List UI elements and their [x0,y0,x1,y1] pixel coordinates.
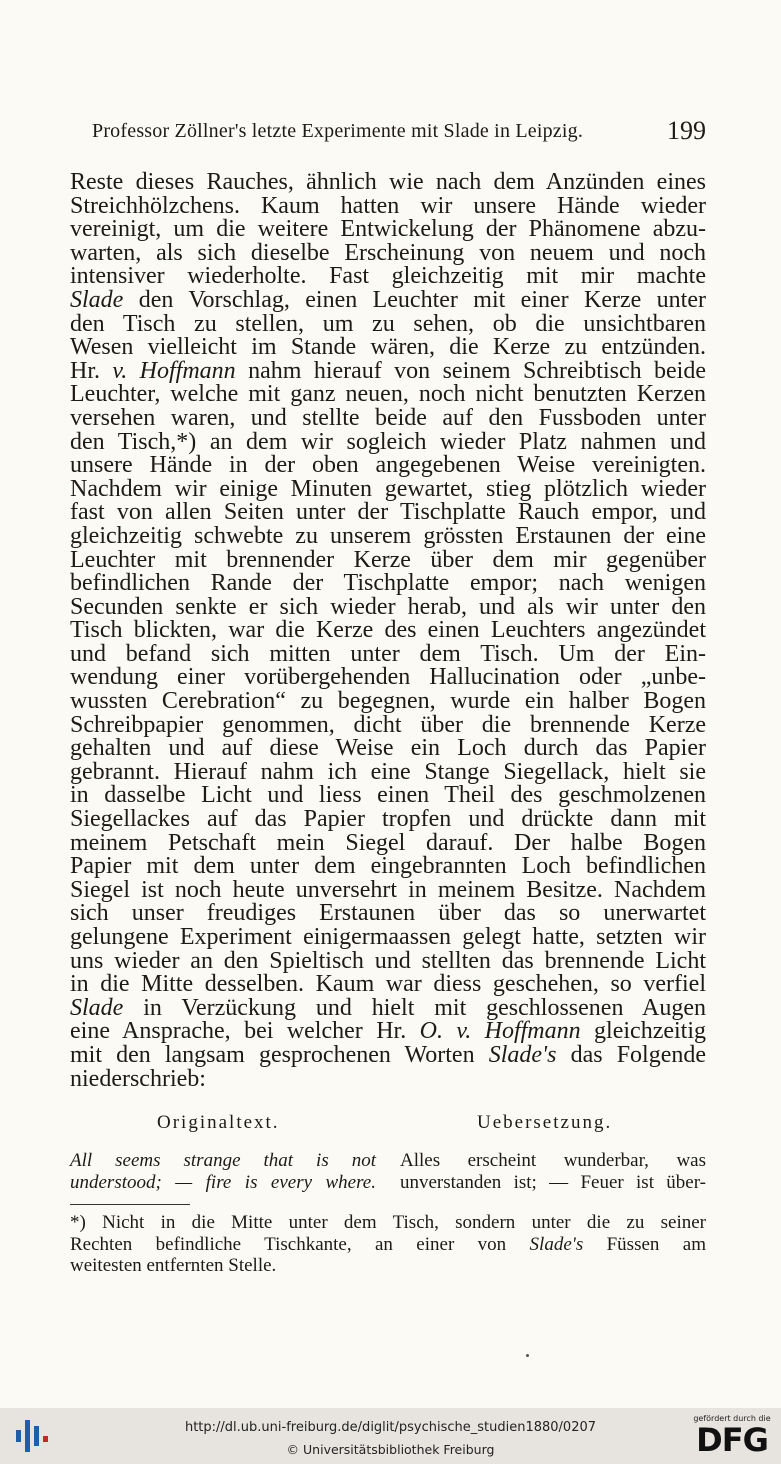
text-line: gelungene Experiment einigermaassen gelegt hatte, setzten wir [70,924,706,950]
original-text-column [70,1150,376,1194]
text-line: uns wieder an den Spieltisch und stellten das brennende Licht [70,947,706,974]
footnote-rule [70,1204,190,1205]
text-line: eine Ansprache, bei welcher Hr. O. v. Hoffmann gleichzeitig [70,1018,707,1045]
text-line: Alles erscheint wunderbar, was [400,1150,706,1171]
text-line: gehalten und auf diese Weise ein Loch durch das Papier [70,735,706,762]
text-line: Reste dieses Rauches, ähnlich wie nach dem Anzünden eines [70,169,706,195]
dfg-logo-text: DFG [696,1421,768,1459]
page-number: 199 [667,116,706,145]
text-line: Streichhölzchens. Kaum hatten wir unsere Hände wieder [70,192,706,219]
dfg-funding-label: gefördert durch die [693,1414,771,1423]
text-line: *) Nicht in die Mitte unter dem Tisch, sondern unter die zu seiner [70,1212,706,1233]
text-line: in die Mitte desselben. Kaum war diess geschehen, so verfiel [70,971,706,998]
footnote [70,1212,706,1277]
text-line: unverstanden ist; — Feuer ist über- [400,1172,706,1193]
text-line: Slade den Vorschlag, einen Leuchter mit einer Kerze unter [70,286,706,313]
text-line: fast von allen Seiten unter der Tischplatte Rauch empor, und [70,499,706,526]
dfg-logo [690,1414,774,1460]
copyright-notice: © Universitätsbibliothek Freiburg [286,1442,495,1457]
text-line: wendung einer vorübergehenden Hallucination oder „unbe- [70,664,706,691]
text-line: Hr. v. Hoffmann nahm hierauf von seinem Schreibtisch beide [70,357,706,384]
text-line: weitesten entfernten Stelle. [70,1255,277,1276]
text-line: in dasselbe Licht und liess einen Theil des geschmolzenen [70,782,706,809]
text-line: Siegel ist noch heute unversehrt in meinem Besitze. Nachdem [70,876,706,903]
text-line: Rechten befindliche Tischkante, an einer von Slade's Füssen am [70,1233,706,1255]
text-line: Siegellackes auf das Papier tropfen und drückte dann mit [70,806,706,833]
body-text [70,171,706,1091]
text-line: den Tisch,*) an dem wir sogleich wieder Platz nahmen und [70,428,706,455]
text-line: niederschrieb: [70,1065,206,1092]
text-line: understood; — fire is every where. [70,1172,376,1193]
translation-heading: Uebersetzung. [477,1112,613,1133]
text-line: wussten Cerebration“ zu begegnen, wurde ein halber Bogen [70,688,706,715]
text-line: Leuchter, welche mit ganz neuen, noch nicht benutzten Kerzen [70,381,706,408]
text-line: intensiver wiederholte. Fast gleichzeitig mit mir machte [70,263,706,290]
text-line: Papier mit dem unter dem eingebrannten Loch befindlichen [70,853,706,880]
text-line: vereinigt, um die weitere Entwickelung der Phänomene abzu- [70,216,706,243]
text-line: Slade in Verzückung und hielt mit geschlossenen Augen [70,994,706,1021]
text-line: mit den langsam gesprochenen Worten Slade's das Folgende [70,1041,707,1068]
running-header [92,118,706,148]
text-line: versehen waren, und stellte beide auf den Fussboden unter [70,404,706,431]
scan-speck [526,1354,529,1357]
text-line: Nachdem wir einige Minuten gewartet, stieg plötzlich wieder [70,475,706,502]
text-line: Wesen vielleicht im Stande wären, die Kerze zu entzünden. [70,334,706,361]
original-text-heading: Originaltext. [157,1112,280,1133]
text-line: den Tisch zu stellen, um zu sehen, ob die unsichtbaren [70,310,706,337]
text-line: Tisch blickten, war die Kerze des einen Leuchters angezündet [70,617,706,644]
text-line: meinem Petschaft mein Siegel darauf. Der halbe Bogen [70,829,706,856]
text-line: gleichzeitig schwebte zu unserem grössten Erstaunen der eine [70,522,706,549]
text-line: Leuchter mit brennender Kerze über dem mir gegenüber [70,546,706,573]
page-url-link[interactable]: http://dl.ub.uni-freiburg.de/diglit/psychische_studien1880/0207 [184,1420,597,1435]
header-title: Professor Zöllner's letzte Experimente mit Slade in Leipzig. [92,120,584,142]
text-line: unsere Hände in der oben angegebenen Weise vereinigten. [70,452,706,479]
text-line: befindlichen Rande der Tischplatte empor; nach wenigen [70,570,706,597]
translation-column [400,1150,706,1194]
text-line: Secunden senkte er sich wieder herab, und als wir unter den [70,593,706,620]
text-line: und befand sich mitten unter dem Tisch. Um der Ein- [70,640,706,667]
text-line: sich unser freudiges Erstaunen über das so unerwartet [70,900,706,927]
text-line: Schreibpapier genommen, dicht über die brennende Kerze [70,711,706,738]
text-line: warten, als sich dieselbe Erscheinung von neuem und noch [70,239,706,266]
text-line: gebrannt. Hierauf nahm ich eine Stange Siegellack, hielt sie [70,758,706,785]
text-line: All seems strange that is not [70,1150,376,1171]
